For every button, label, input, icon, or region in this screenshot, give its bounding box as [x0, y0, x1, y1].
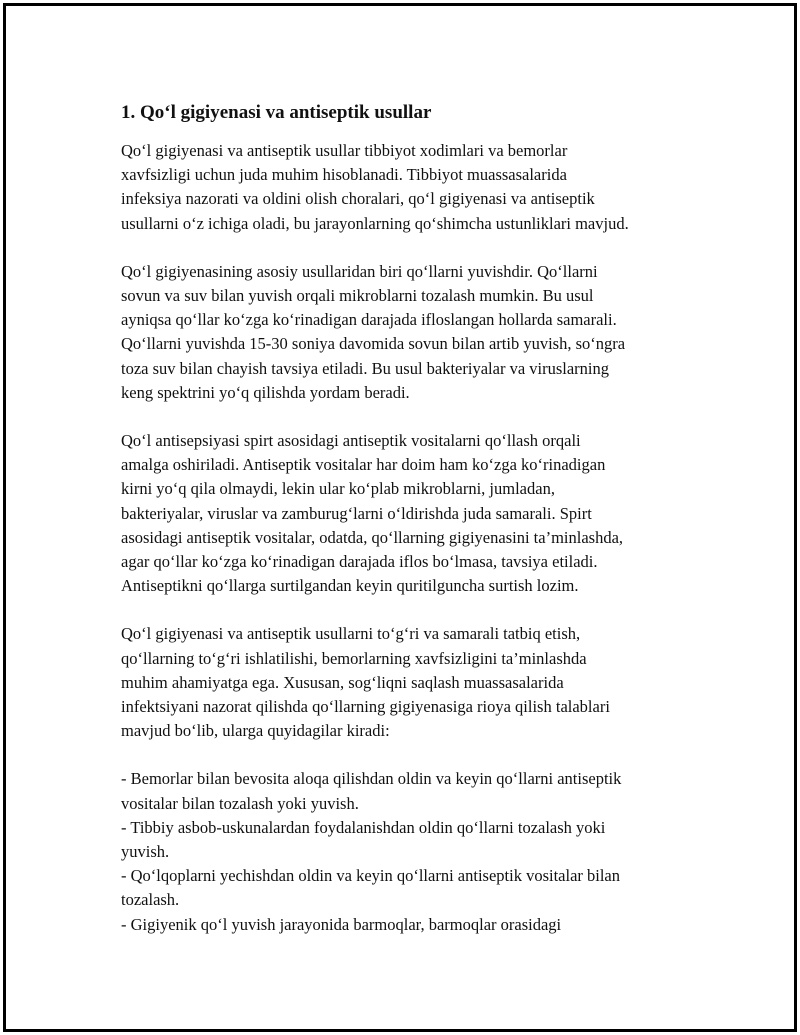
text-line: asosidagi antiseptik vositalar, odatda, qo‘llarning gigiyenasini ta’minlashda,: [121, 527, 624, 547]
text-line: toza suv bilan chayish tavsiya etiladi. Bu usul bakteriyalar va viruslarning: [121, 358, 609, 378]
paragraph-intro: [121, 139, 691, 236]
text-line: Qo‘l antisepsiyasi spirt asosidagi antiseptik vositalarni qo‘llash orqali: [121, 431, 581, 451]
list-item: - Tibbiy asbob-uskunalardan foydalanishdan oldin qo‘llarni tozalash yoki: [121, 817, 606, 837]
requirements-list: [121, 767, 691, 936]
text-line: agar qo‘llar ko‘zga ko‘rinadigan darajada iflos bo‘lmasa, tavsiya etiladi.: [121, 552, 598, 572]
list-item: - Gigiyenik qo‘l yuvish jarayonida barmoqlar, barmoqlar orasidagi: [121, 914, 562, 934]
list-item: - Bemorlar bilan bevosita aloqa qilishdan oldin va keyin qo‘llarni antiseptik: [121, 769, 622, 789]
text-line: sovun va suv bilan yuvish orqali mikroblarni tozalash mumkin. Bu usul: [121, 286, 594, 306]
document-body: [121, 100, 691, 937]
list-item-continuation: tozalash.: [121, 890, 180, 910]
text-line: ayniqsa qo‘llar ko‘zga ko‘rinadigan darajada ifloslangan hollarda samarali.: [121, 310, 617, 330]
text-line: Qo‘l gigiyenasi va antiseptik usullar tibbiyot xodimlari va bemorlar: [121, 141, 568, 160]
text-line: qo‘llarning to‘g‘ri ishlatilishi, bemorlarning xavfsizligini ta’minlashda: [121, 648, 587, 668]
list-item-continuation: yuvish.: [121, 842, 170, 862]
paragraph-handwashing: [121, 260, 691, 405]
text-line: muhim ahamiyatga ega. Xususan, sog‘liqni saqlash muassasalarida: [121, 672, 564, 692]
text-line: infeksiya nazorati va oldini olish choralari, qo‘l gigiyenasi va antiseptik: [121, 189, 595, 209]
text-line: infektsiyani nazorat qilishda qo‘llarning gigiyenasiga rioya qilish talablari: [121, 697, 610, 717]
text-line: Qo‘l gigiyenasi va antiseptik usullarni to‘g‘ri va samarali tatbiq etish,: [121, 624, 581, 644]
list-item: - Qo‘lqoplarni yechishdan oldin va keyin qo‘llarni antiseptik vositalar bilan: [121, 866, 621, 886]
text-line: xavfsizligi uchun juda muhim hisoblanadi. Tibbiyot muassasalarida: [121, 165, 567, 185]
text-line: mavjud bo‘lib, ularga quyidagilar kiradi:: [121, 721, 390, 741]
text-line: keng spektrini yo‘q qilishda yordam beradi.: [121, 382, 410, 402]
text-line: Antiseptikni qo‘llarga surtilgandan keyin quritilguncha surtish lozim.: [121, 576, 579, 596]
text-line: bakteriyalar, viruslar va zamburug‘larni o‘ldirishda juda samarali. Spirt: [121, 503, 592, 523]
text-line: usullarni o‘z ichiga oladi, bu jarayonlarning qo‘shimcha ustunliklari mavjud.: [121, 213, 629, 233]
list-item-continuation: vositalar bilan tozalash yoki yuvish.: [121, 793, 359, 813]
paragraph-antisepsis: [121, 429, 691, 598]
paragraph-requirements: [121, 622, 691, 743]
text-line: Qo‘llarni yuvishda 15-30 soniya davomida sovun bilan artib yuvish, so‘ngra: [121, 334, 626, 354]
section-heading: 1. Qo‘l gigiyenasi va antiseptik usullar: [121, 102, 432, 123]
page-frame: [3, 3, 797, 1032]
text-line: amalga oshiriladi. Antiseptik vositalar har doim ham ko‘zga ko‘rinadigan: [121, 455, 606, 475]
text-line: Qo‘l gigiyenasining asosiy usullaridan biri qo‘llarni yuvishdir. Qo‘llarni: [121, 261, 598, 281]
text-line: kirni yo‘q qila olmaydi, lekin ular ko‘plab mikroblarni, jumladan,: [121, 479, 555, 499]
